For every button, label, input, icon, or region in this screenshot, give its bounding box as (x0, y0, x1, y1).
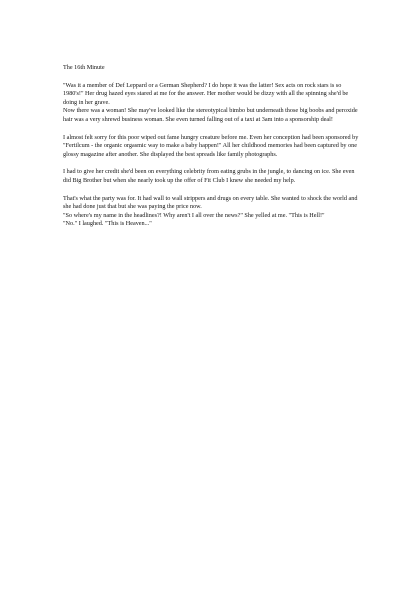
paragraph-line: I had to give her credit she'd been on everything celebrity from eating grubs in the jungle, to dancing on ice. She even did Big Brother but when she nearly took up the offer of Fit Club I knew she needed my help. (63, 168, 355, 184)
paragraph (63, 195, 363, 229)
paragraph-line: That's what the party was for. It had wall to wall strippers and drugs on every table. She wanted to shock the world and she had done just that but she was paying the price now. (63, 194, 358, 211)
paragraph (63, 134, 363, 160)
document-body (63, 64, 363, 238)
paragraph-line: I almost felt sorry for this poor wiped out fame hungry creature before me. Even her conception had been sponsored by "Fertilcum - the organic orgasmic way to make a baby happen!" All her childhood memories had been captured by one glossy magazine after another. She displayed the best spreads like family photographs. (63, 133, 359, 158)
paragraph-line: Now there was a woman! She may've looked like the stereotypical bimbo but underneath those big boobs and peroxide hair was a very shrewd business woman. She even turned falling out of a taxi at 3am into a sponsorship deal! (63, 107, 358, 123)
paragraph (63, 168, 363, 185)
document-title: The 16th Minute (63, 64, 105, 71)
paragraph-line: "So where's my name in the headlines?! Why aren't I all over the news?" She yelled at me. "This is Hell!" (63, 211, 325, 219)
paragraph (63, 82, 363, 125)
paragraph-line: "No." I laughed. "This is Heaven..." (63, 220, 152, 228)
paragraph-line: "Was it a member of Def Leppard or a German Shepherd? I do hope it was the latter! Sex acts on rock stars is so 1980's!" Her drug hazed eyes stared at me for the answer. Her mother would be dizzy with all the spinning she'd be doing in her grave. (63, 81, 349, 106)
